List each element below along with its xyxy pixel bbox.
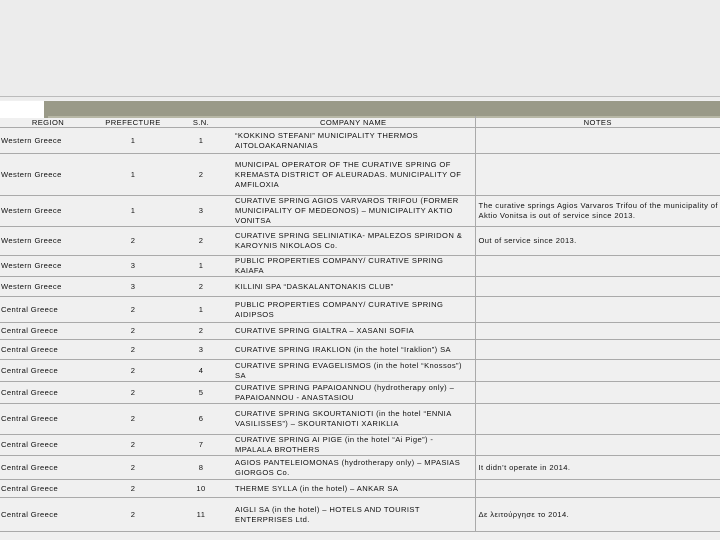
sn-cell: 8	[170, 456, 232, 480]
prefecture-cell: 2	[96, 340, 170, 360]
prefecture-cell: 1	[96, 154, 170, 196]
region-cell: Central Greece	[0, 456, 96, 480]
company-name-cell: AGIOS PANTELEIOMONAS (hydrotherapy only) – MPASIAS GIORGOS Co.	[232, 456, 475, 480]
region-cell: Western Greece	[0, 277, 96, 297]
sn-cell: 2	[170, 154, 232, 196]
table-header-row	[0, 116, 720, 128]
sn-cell: 2	[170, 323, 232, 340]
notes-cell: The curative springs Agios Varvaros Trifou of the municipality of Aktio Vonitsa is out of service since 2013.	[475, 196, 720, 227]
notes-cell	[475, 323, 720, 340]
sn-cell: 2	[170, 277, 232, 297]
notes-cell	[475, 154, 720, 196]
prefecture-cell: 3	[96, 256, 170, 277]
notes-cell	[475, 340, 720, 360]
region-cell: Central Greece	[0, 404, 96, 435]
company-name-cell: KILLINI SPA “DASKALANTONAKIS CLUB”	[232, 277, 475, 297]
notes-cell	[475, 480, 720, 498]
sn-cell: 3	[170, 196, 232, 227]
region-cell: Western Greece	[0, 196, 96, 227]
sn-cell: 1	[170, 297, 232, 323]
region-cell: Central Greece	[0, 340, 96, 360]
table-row	[0, 340, 720, 360]
notes-cell	[475, 404, 720, 435]
sn-cell: 7	[170, 435, 232, 456]
company-name-cell: CURATIVE SPRING AI PIGE (in the hotel “Ai Pige”) - MPALALA BROTHERS	[232, 435, 475, 456]
region-cell: Central Greece	[0, 498, 96, 532]
prefecture-header: PREFECTURE	[96, 116, 170, 128]
company-name-cell: CURATIVE SPRING SKOURTANIOTI (in the hotel “ENNIA VASILISSES”) – SKOURTANIOTI XARIKLIA	[232, 404, 475, 435]
company-name-cell: MUNICIPAL OPERATOR OF THE CURATIVE SPRING OF KREMASTA DISTRICT OF ALEURADAS. MUNICIPALITY OF AMFILOXIA	[232, 154, 475, 196]
sn-cell: 11	[170, 498, 232, 532]
notes-cell	[475, 277, 720, 297]
company-name-cell: AIGLI SA (in the hotel) – HOTELS AND TOURIST ENTERPRISES Ltd.	[232, 498, 475, 532]
region-cell: Central Greece	[0, 480, 96, 498]
sn-cell: 2	[170, 227, 232, 256]
top-divider	[0, 96, 720, 97]
notes-cell: Out of service since 2013.	[475, 227, 720, 256]
region-cell: Central Greece	[0, 360, 96, 382]
table-row	[0, 227, 720, 256]
region-cell: Central Greece	[0, 297, 96, 323]
sn-cell: 3	[170, 340, 232, 360]
company-name-cell: CURATIVE SPRING SELINIATIKA- MPALEZOS SPIRIDON & KAROYNIS NIKOLAOS Co.	[232, 227, 475, 256]
company-name-cell: CURATIVE SPRING PAPAIOANNOU (hydrotherapy only) – PAPAIOANNOU - ANASTASIOU	[232, 382, 475, 404]
region-cell: Western Greece	[0, 128, 96, 154]
company-name-cell: THERME SYLLA (in the hotel) – ANKAR SA	[232, 480, 475, 498]
sn-cell: 6	[170, 404, 232, 435]
sn-header: S.N.	[170, 116, 232, 128]
region-header: REGION	[0, 116, 96, 128]
sn-cell: 4	[170, 360, 232, 382]
table-row	[0, 360, 720, 382]
table-row	[0, 128, 720, 154]
prefecture-cell: 2	[96, 382, 170, 404]
table-row	[0, 256, 720, 277]
prefecture-cell: 1	[96, 128, 170, 154]
notes-cell: It didn’t operate in 2014.	[475, 456, 720, 480]
prefecture-cell: 2	[96, 227, 170, 256]
slide-top-area	[0, 0, 720, 100]
table-row	[0, 382, 720, 404]
table-row	[0, 435, 720, 456]
prefecture-cell: 2	[96, 323, 170, 340]
region-cell: Central Greece	[0, 382, 96, 404]
notes-cell	[475, 128, 720, 154]
sn-cell: 10	[170, 480, 232, 498]
prefecture-cell: 2	[96, 498, 170, 532]
prefecture-cell: 2	[96, 297, 170, 323]
sn-cell: 1	[170, 256, 232, 277]
company-header: COMPANY NAME	[232, 116, 475, 128]
prefecture-cell: 2	[96, 456, 170, 480]
table-row	[0, 323, 720, 340]
region-cell: Central Greece	[0, 323, 96, 340]
region-cell: Western Greece	[0, 154, 96, 196]
table-row	[0, 277, 720, 297]
table-row	[0, 456, 720, 480]
region-cell: Central Greece	[0, 435, 96, 456]
sn-cell: 5	[170, 382, 232, 404]
prefecture-cell: 2	[96, 404, 170, 435]
spa-table	[0, 116, 720, 532]
notes-cell: Δε λειτούργησε το 2014.	[475, 498, 720, 532]
table-row	[0, 297, 720, 323]
company-name-cell: CURATIVE SPRING IRAKLION (in the hotel “Iraklion”) SA	[232, 340, 475, 360]
notes-cell	[475, 435, 720, 456]
sn-cell: 1	[170, 128, 232, 154]
region-cell: Western Greece	[0, 256, 96, 277]
prefecture-cell: 3	[96, 277, 170, 297]
company-name-cell: “KOKKINO STEFANI” MUNICIPALITY THERMOS AITOLOAKARNANIAS	[232, 128, 475, 154]
prefecture-cell: 2	[96, 360, 170, 382]
table-row	[0, 196, 720, 227]
prefecture-cell: 1	[96, 196, 170, 227]
table-row	[0, 480, 720, 498]
notes-cell	[475, 256, 720, 277]
company-name-cell: CURATIVE SPRING EVAGELISMOS (in the hotel “Knossos”) SA	[232, 360, 475, 382]
company-name-cell: PUBLIC PROPERTIES COMPANY/ CURATIVE SPRING AIDIPSOS	[232, 297, 475, 323]
company-name-cell: PUBLIC PROPERTIES COMPANY/ CURATIVE SPRING KAIAFA	[232, 256, 475, 277]
notes-cell	[475, 297, 720, 323]
notes-cell	[475, 382, 720, 404]
notes-header: NOTES	[475, 116, 720, 128]
company-name-cell: CURATIVE SPRING GIALTRA – XASANI SOFIA	[232, 323, 475, 340]
notes-cell	[475, 360, 720, 382]
table-row	[0, 498, 720, 532]
region-cell: Western Greece	[0, 227, 96, 256]
prefecture-cell: 2	[96, 480, 170, 498]
table-row	[0, 154, 720, 196]
company-name-cell: CURATIVE SPRING AGIOS VARVAROS TRIFOU (FORMER MUNICIPALITY OF MEDEONOS) – MUNICIPALITY AKTIO VONITSA	[232, 196, 475, 227]
prefecture-cell: 2	[96, 435, 170, 456]
table-row	[0, 404, 720, 435]
